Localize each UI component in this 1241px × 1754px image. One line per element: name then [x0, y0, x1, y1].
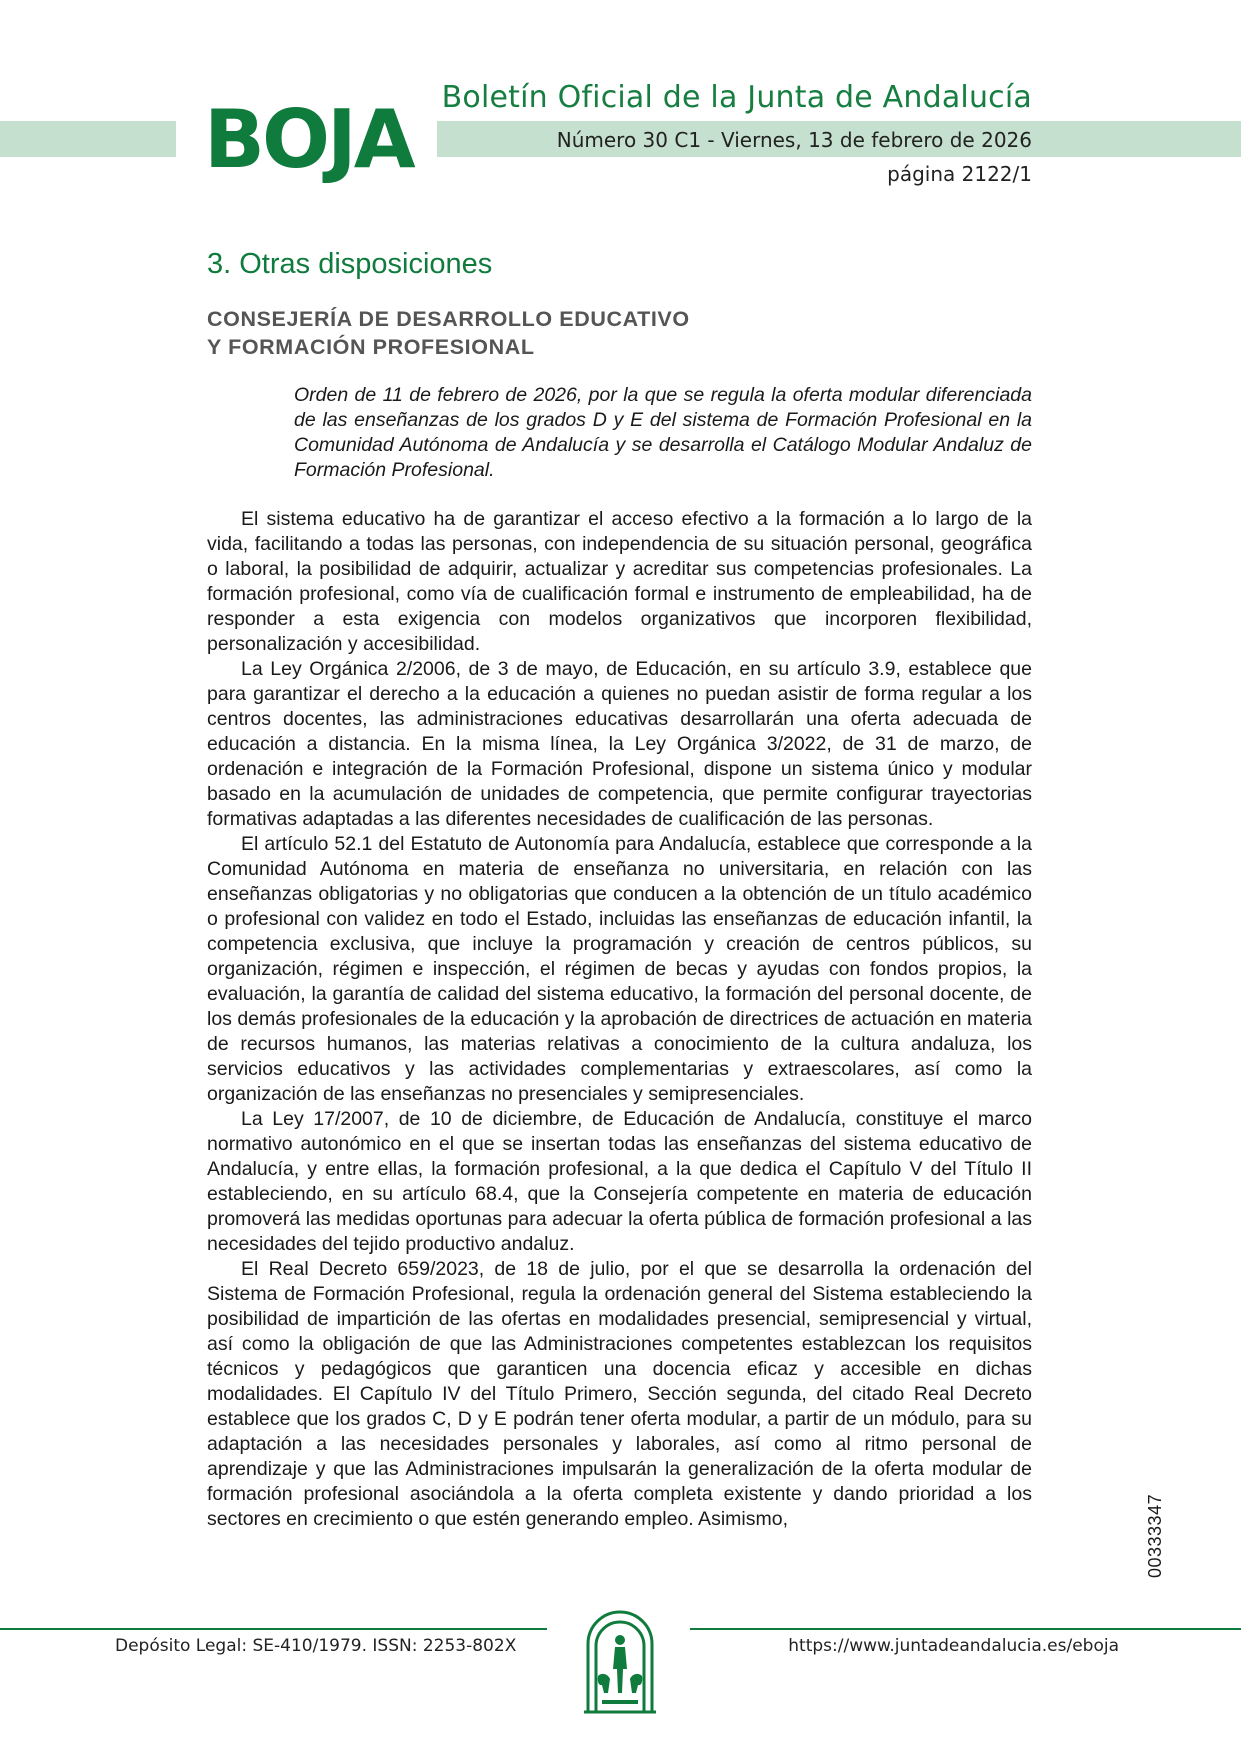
- footer-url[interactable]: https://www.juntadeandalucia.es/eboja: [788, 1636, 1119, 1656]
- footer-line-right: [690, 1628, 1241, 1630]
- boja-logo: BOJA: [204, 93, 413, 186]
- legal-deposit: Depósito Legal: SE-410/1979. ISSN: 2253-802X: [115, 1636, 517, 1656]
- consejeria-heading: [207, 305, 690, 361]
- document-code: 00333347: [1145, 1493, 1165, 1578]
- paragraph-2: La Ley Orgánica 2/2006, de 3 de mayo, de Educación, en su artículo 3.9, establece que para garantizar el derecho a la educación a quienes no puedan asistir de forma regular a los centros docentes, las administraciones educativas desarrollarán una oferta adecuada de educación a distancia. En la misma línea, la Ley Orgánica 3/2022, de 31 de marzo, de ordenación e integración de la Formación Profesional, dispone un sistema único y modular basado en la acumulación de unidades de competencia, que permite configurar trayectorias formativas adaptadas a las diferentes necesidades de cualificación de las personas.: [207, 658, 1032, 830]
- paragraph-5: El Real Decreto 659/2023, de 18 de julio, por el que se desarrolla la ordenación del Sistema de Formación Profesional, regula la ordenación general del Sistema estableciendo la posibilidad de impartición de las ofertas en modalidades presencial, semipresencial y virtual, así como la obligación de que las Administraciones competentes establezcan los requisitos técnicos y pedagógicos que garanticen una docencia eficaz y accesible en dichas modalidades. El Capítulo IV del Título Primero, Sección segunda, del citado Real Decreto establece que los grados C, D y E podrán tener oferta modular, a partir de un módulo, para su adaptación a las necesidades personales y laborales, así como al ritmo personal de aprendizaje y que las Administraciones impulsarán la generalización de la oferta modular de formación profesional asociándola a la oferta completa existente y dando prioridad a los sectores en crecimiento o que estén generando empleo. Asimismo,: [207, 1258, 1032, 1530]
- consejeria-line-1: CONSEJERÍA DE DESARROLLO EDUCATIVO: [207, 307, 690, 331]
- orden-title: Orden de 11 de febrero de 2026, por la que se regula la oferta modular diferenciada de las enseñanzas de los grados D y E del sistema de Formación Profesional en la Comunidad Autónoma de Andalucía y se desarrolla el Catálogo Modular Andaluz de Formación Profesional.: [294, 384, 1032, 481]
- section-title: 3. Otras disposiciones: [207, 248, 493, 280]
- header-band-left: [0, 121, 176, 157]
- page-number: página 2122/1: [887, 162, 1032, 186]
- paragraph-3: El artículo 52.1 del Estatuto de Autonomía para Andalucía, establece que corresponde a la Comunidad Autónoma en materia de enseñanza no universitaria, en relación con las enseñanzas obligatorias y no obligatorias que conducen a la obtención de un título académico o profesional con validez en todo el Estado, incluidas las enseñanzas de educación infantil, la competencia exclusiva, que incluye la programación y creación de centros públicos, su organización, régimen e inspección, el régimen de becas y ayudas con fondos propios, la evaluación, la garantía de calidad del sistema educativo, la formación del personal docente, de los demás profesionales de la educación y la aprobación de directrices de actuación en materia de recursos humanos, las materias relativas a conocimiento de la cultura andaluza, los servicios educativos y las actividades complementarias y extraescolares, así como la organización de las enseñanzas no presenciales y semipresenciales.: [207, 833, 1032, 1105]
- paragraph-1: El sistema educativo ha de garantizar el acceso efectivo a la formación a lo largo de la vida, facilitando a todas las personas, con independencia de su situación personal, geográfica o laboral, la posibilidad de adquirir, actualizar y acreditar sus competencias profesionales. La formación profesional, como vía de cualificación formal e instrumento de empleabilidad, ha de responder a esta exigencia con modelos organizativos que incorporen flexibilidad, personalización y accesibilidad.: [207, 508, 1032, 655]
- publication-title: Boletín Oficial de la Junta de Andalucía: [441, 80, 1032, 115]
- document-body: [207, 507, 1032, 1532]
- issue-line: Número 30 C1 - Viernes, 13 de febrero de 2026: [556, 128, 1032, 152]
- footer-line-left: [0, 1628, 547, 1630]
- junta-andalucia-emblem-icon: [582, 1600, 658, 1716]
- consejeria-line-2: Y FORMACIÓN PROFESIONAL: [207, 335, 535, 359]
- paragraph-4: La Ley 17/2007, de 10 de diciembre, de Educación de Andalucía, constituye el marco normativo autonómico en el que se insertan todas las enseñanzas del sistema educativo de Andalucía, y entre ellas, la formación profesional, a la que dedica el Capítulo V del Título II estableciendo, en su artículo 68.4, que la Consejería competente en materia de educación promoverá las medidas oportunas para adecuar la oferta pública de formación profesional a las necesidades del tejido productivo andaluz.: [207, 1108, 1032, 1255]
